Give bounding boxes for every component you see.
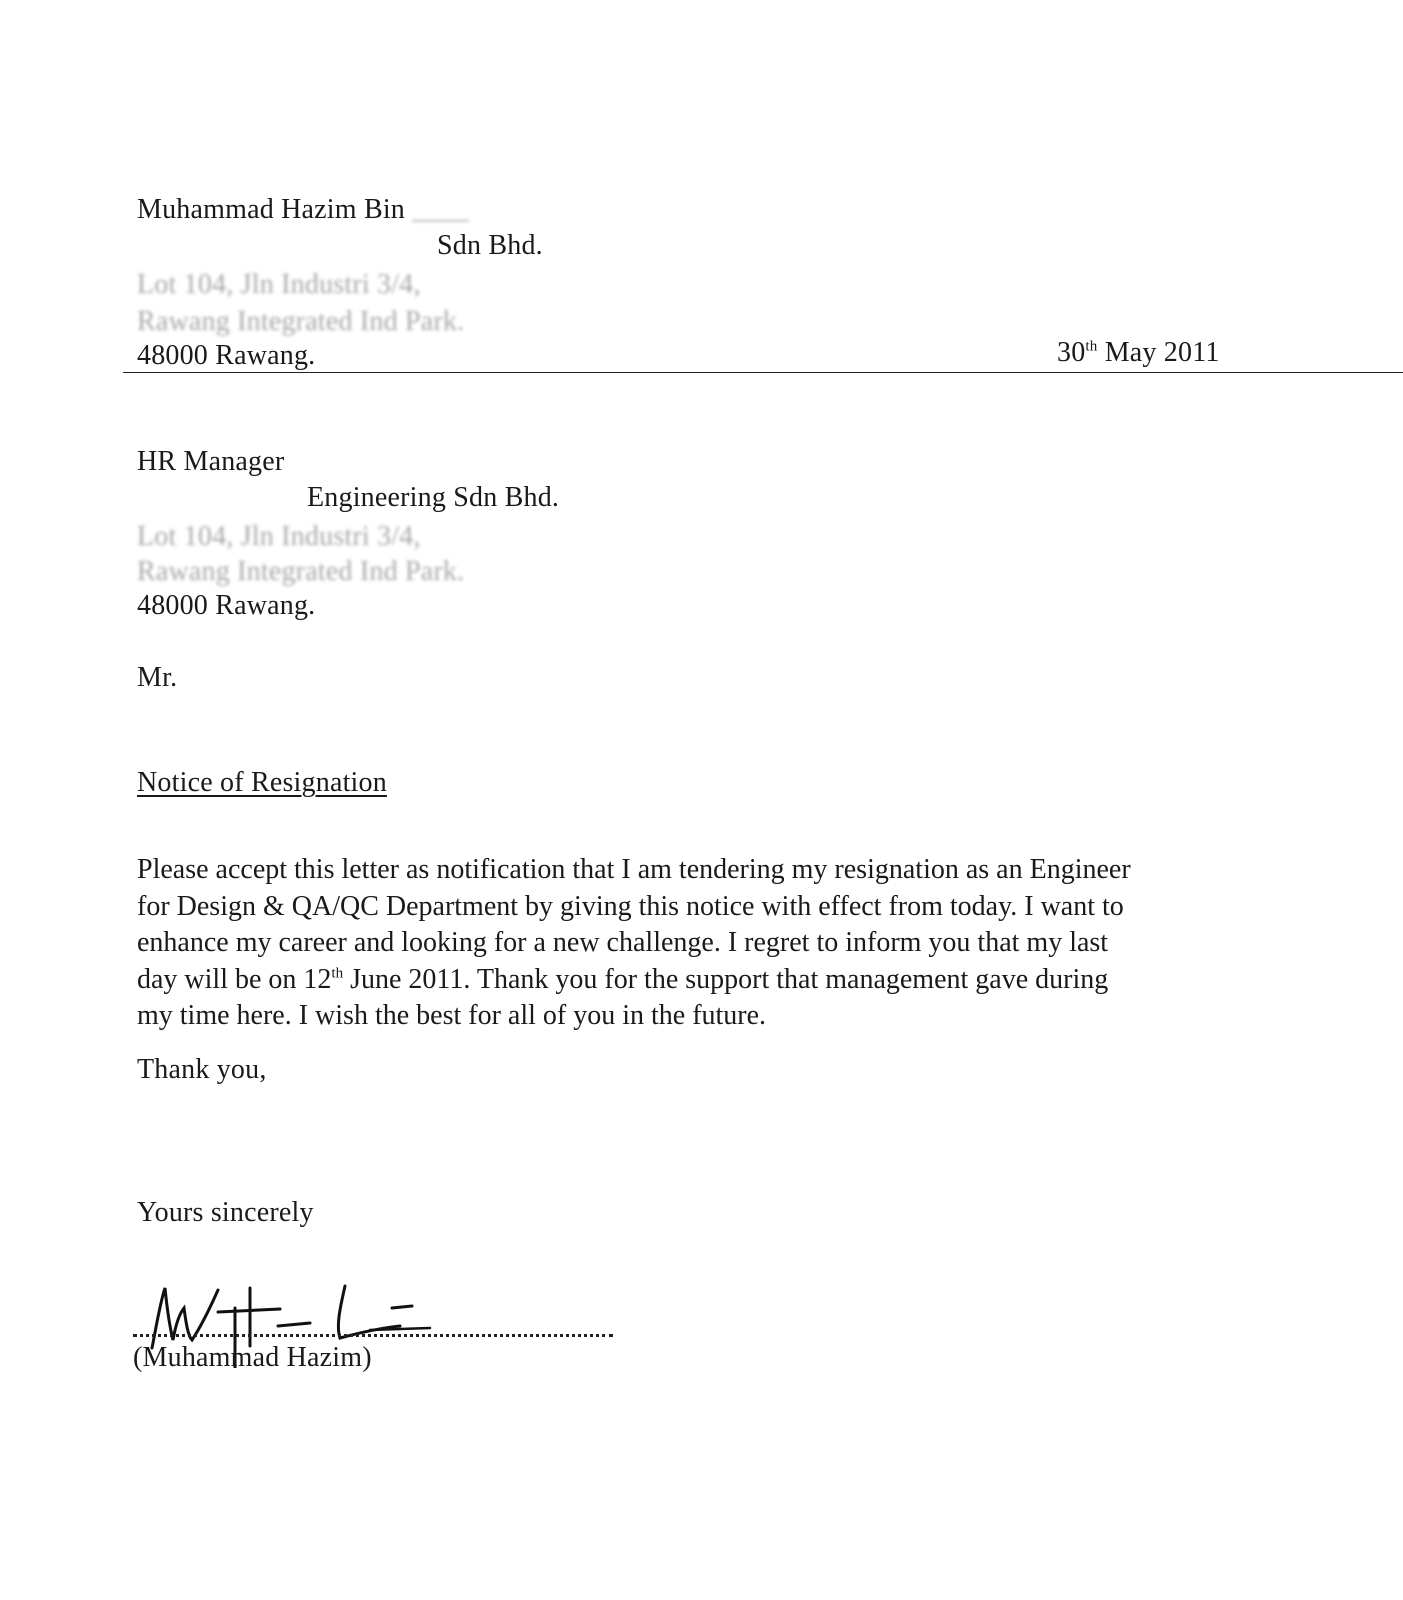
- recipient-address: Lot 104, Jln Industri 3/4,: [137, 521, 421, 552]
- body-text: June 2011. Thank you for the support that management gave during: [343, 963, 1109, 995]
- salutation: Mr.: [137, 662, 178, 693]
- body-line: for Design & QA/QC Department by giving this notice with effect from today. I want to: [137, 890, 1124, 922]
- closing-phrase: Yours sincerely: [137, 1197, 314, 1228]
- body-line: [137, 962, 1267, 999]
- redaction-mark: [137, 481, 307, 515]
- sender-city: 48000 Rawang.: [137, 340, 316, 371]
- body-text: day will be on 12: [137, 963, 332, 995]
- signature-line: [133, 1334, 613, 1337]
- redaction-mark: ____: [405, 194, 470, 225]
- date-month-year: May 2011: [1104, 337, 1220, 368]
- header-rule: [123, 372, 1403, 373]
- date-day: 30: [1057, 337, 1086, 368]
- letter-date: [1057, 336, 1220, 370]
- sender-company: [137, 229, 543, 263]
- signatory-name: (Muhammad Hazim): [133, 1342, 372, 1373]
- body-paragraph: [137, 852, 1267, 1035]
- date-suffix: th: [1085, 338, 1098, 355]
- body-line: enhance my career and looking for a new challenge. I regret to inform you that my last: [137, 927, 1109, 958]
- sender-name: [137, 193, 469, 227]
- recipient-company: [137, 481, 559, 515]
- subject-heading: Notice of Resignation: [137, 767, 387, 798]
- recipient-park: Rawang Integrated Ind Park.: [137, 556, 465, 587]
- body-line: Please accept this letter as notification that I am tendering my resignation as an Engineer: [137, 854, 1131, 885]
- redaction-mark: [137, 229, 437, 263]
- closing-thanks: Thank you,: [137, 1054, 267, 1085]
- body-line: my time here. I wish the best for all of you in the future.: [137, 1000, 767, 1031]
- sender-address: Lot 104, Jln Industri 3/4,: [137, 269, 421, 300]
- date-suffix: th: [331, 965, 344, 982]
- recipient-company-text: Engineering Sdn Bhd.: [307, 482, 560, 513]
- recipient-title: HR Manager: [137, 446, 285, 477]
- recipient-city: 48000 Rawang.: [137, 590, 316, 621]
- sender-company-text: Sdn Bhd.: [437, 230, 543, 261]
- sender-name-text: Muhammad Hazim Bin: [137, 194, 406, 225]
- sender-park: Rawang Integrated Ind Park.: [137, 306, 465, 337]
